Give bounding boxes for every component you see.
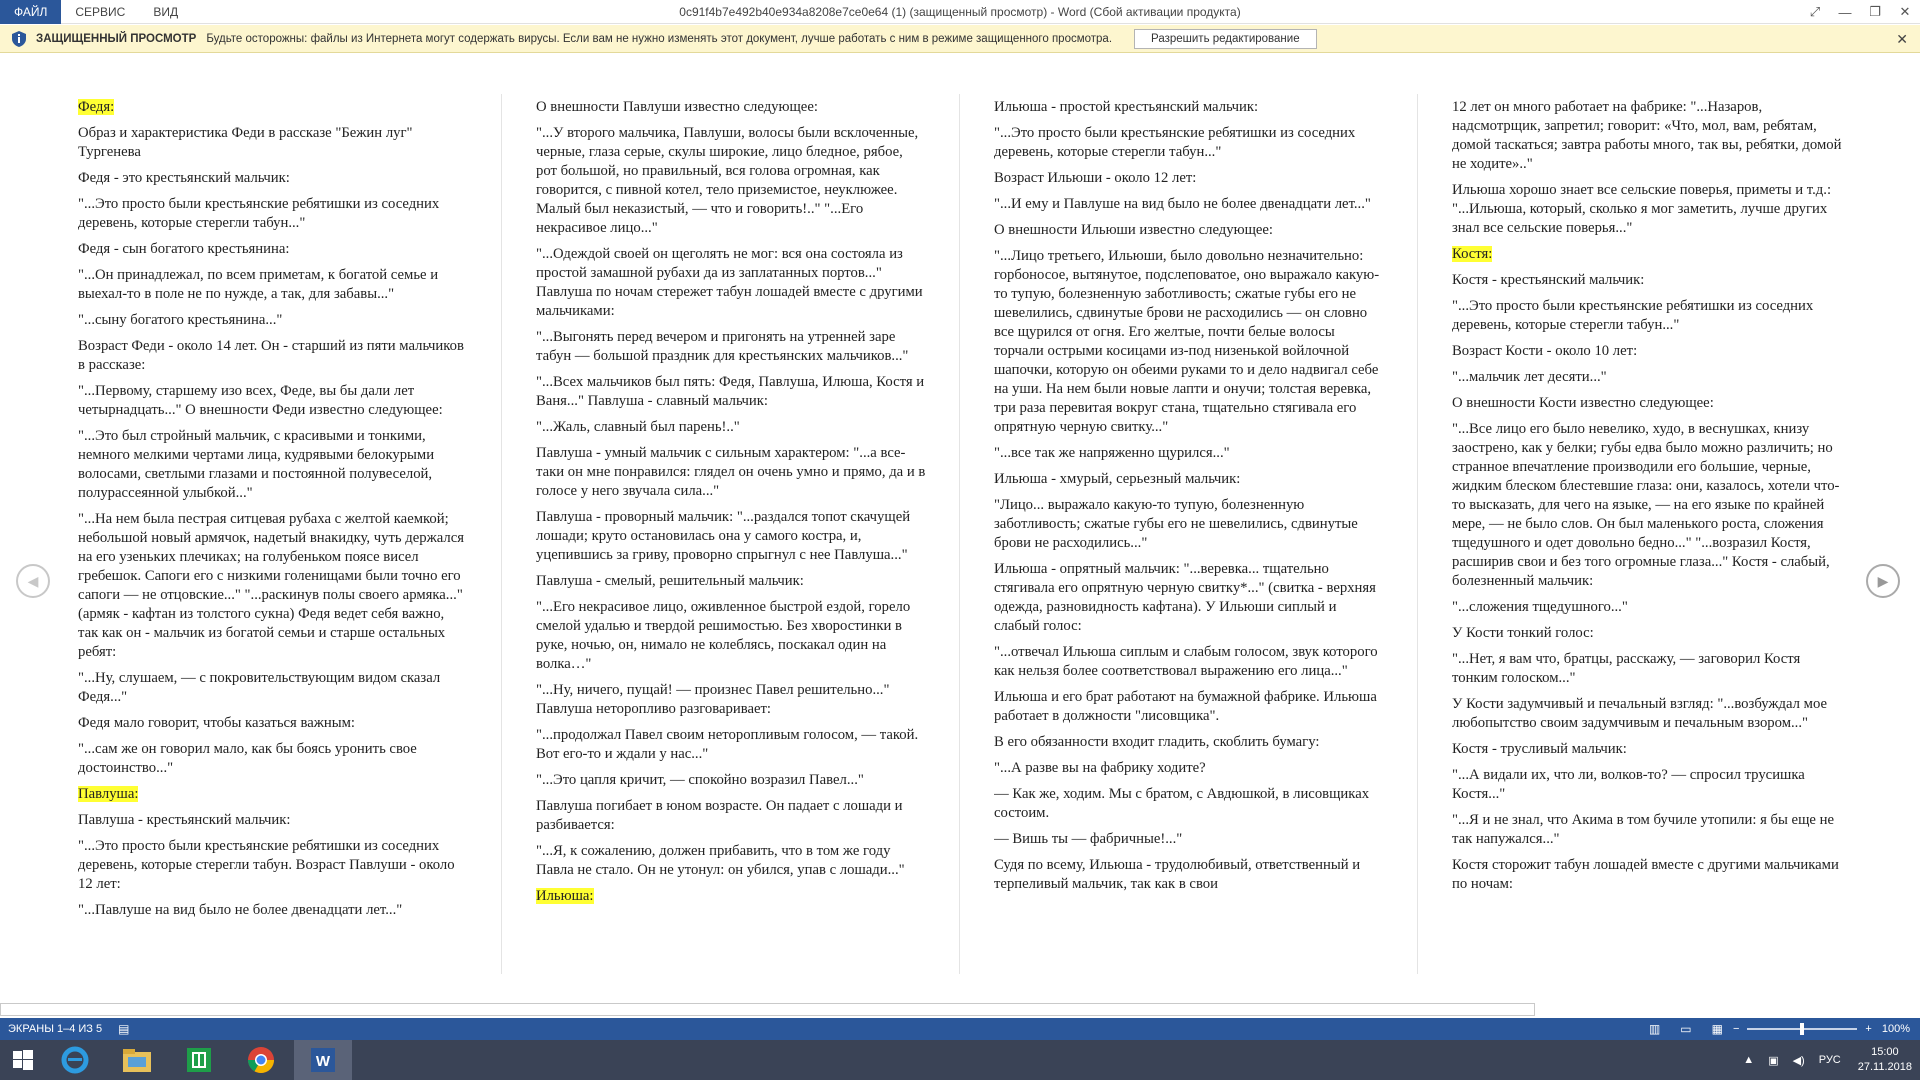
close-bar-icon[interactable]: ✕ bbox=[1896, 31, 1908, 47]
tray-expand-icon[interactable]: ▲ bbox=[1743, 1054, 1755, 1066]
protected-view-message: Будьте осторожны: файлы из Интернета могут содержать вирусы. Если вам не нужно изменять этот документ, лучше работать с ним в режиме защищенного просмотра. bbox=[206, 32, 1113, 45]
clock-date: 27.11.2018 bbox=[1857, 1061, 1912, 1073]
document-stats-icon[interactable]: ▤ bbox=[118, 1022, 130, 1036]
paragraph: Ильюша хорошо знает все сельские поверья, приметы и т.д.: "...Ильюша, который, сколько я мог заметить, лучше других знал все сельские поверья..." bbox=[1452, 182, 1832, 236]
clock[interactable] bbox=[1858, 1045, 1912, 1075]
paragraph: "...Я и не знал, что Акима в том бучиле утопили: я бы еще не так напужался..." bbox=[1452, 812, 1834, 847]
tab-file[interactable]: ФАЙЛ bbox=[0, 0, 61, 24]
paragraph: У Кости тонкий голос: bbox=[1452, 625, 1594, 641]
paragraph: "...Жаль, славный был парень!.." bbox=[536, 419, 740, 435]
highlighted-heading: Федя: bbox=[78, 99, 115, 115]
window-title: 0c91f4b7e492b40e934a8208e7ce0e64 (1) (защищенный просмотр) - Word (Сбой активации продукта) bbox=[679, 4, 1241, 19]
column-divider bbox=[959, 94, 960, 974]
highlighted-heading: Павлуша: bbox=[78, 786, 139, 802]
network-icon[interactable]: ▣ bbox=[1768, 1054, 1779, 1067]
next-screen-icon[interactable]: ▶ bbox=[1866, 564, 1900, 598]
paragraph: "...Одеждой своей он щеголять не мог: вся она состояла из простой замашной рубахи да из заплатанных портов..." Павлуша по ночам стережет табун лошадей вместе с другими мальчиками: bbox=[536, 246, 923, 319]
paragraph: Ильюша - простой крестьянский мальчик: bbox=[994, 99, 1259, 115]
paragraph: Павлуша - умный мальчик с сильным характером: "...а все-таки он мне понравился: глядел он очень умно и прямо, да и в голосе у него звучала сила..." bbox=[536, 445, 926, 499]
paragraph: "...Он принадлежал, по всем приметам, к богатой семье и выехал-то в поле не по нужде, а так, для забавы..." bbox=[78, 267, 439, 302]
paragraph: В его обязанности входит гладить, скоблить бумагу: bbox=[994, 734, 1320, 750]
paragraph bbox=[78, 98, 468, 117]
paragraph bbox=[1452, 245, 1842, 264]
paragraph: "...сам же он говорил мало, как бы боясь уронить свое достоинство..." bbox=[78, 741, 417, 776]
clock-time: 15:00 bbox=[1871, 1046, 1899, 1058]
paragraph: Павлуша погибает в юном возрасте. Он падает с лошади и разбивается: bbox=[536, 798, 903, 833]
restore-icon[interactable]: ❐ bbox=[1869, 4, 1881, 19]
tab-service[interactable]: СЕРВИС bbox=[75, 4, 126, 19]
protected-view-bar bbox=[0, 25, 1920, 53]
paragraph: Ильюша - хмурый, серьезный мальчик: bbox=[994, 471, 1241, 487]
internet-explorer-icon[interactable] bbox=[46, 1040, 104, 1080]
paragraph: "...И ему и Павлуше на вид было не более двенадцати лет..." bbox=[994, 196, 1371, 212]
paragraph: Федя - это крестьянский мальчик: bbox=[78, 170, 290, 186]
prev-screen-icon[interactable]: ◀ bbox=[16, 564, 50, 598]
status-bar bbox=[0, 1018, 1920, 1040]
paragraph: "...Я, к сожалению, должен прибавить, что в том же году Павла не стало. Он не утонул: он убился, упав с лошади..." bbox=[536, 843, 905, 878]
paragraph: Ильюша - опрятный мальчик: "...веревка... тщательно стягивала его опрятную черную свитку*..." (свитка - верхняя одежда, разновидность кафтана). У Ильюши сиплый и слабый голос: bbox=[994, 561, 1376, 634]
spreadsheet-app-icon[interactable] bbox=[170, 1040, 228, 1080]
text-column-4 bbox=[1452, 98, 1842, 978]
paragraph bbox=[78, 785, 468, 804]
paragraph: "...Лицо третьего, Ильюши, было довольно незначительно: горбоносое, вытянутое, подслеповатое, оно выражало какую-то тупую, болезненную заботливость; сжатые губы его не шевелились, сдвинутые брови не расходились — он словно все щурился от огня. Его желтые, почти белые волосы торчали острыми косицами из-под низенькой войлочной шапочки, которую он обеими руками то и дело надвигал себе на уши. На нем были новые лапти и онучи; толстая веревка, три раза перевитая вокруг стана, тщательно стягивала его опрятную черную свитку..." bbox=[994, 248, 1380, 435]
paragraph: "...Павлуше на вид было не более двенадцати лет..." bbox=[78, 902, 403, 918]
paragraph: О внешности Ильюши известно следующее: bbox=[994, 222, 1273, 238]
title-bar bbox=[0, 0, 1920, 24]
fullscreen-icon[interactable]: ⤢ bbox=[1809, 4, 1821, 19]
zoom-slider[interactable] bbox=[1747, 1028, 1857, 1030]
paragraph: Павлуша - смелый, решительный мальчик: bbox=[536, 573, 804, 589]
paragraph: Ильюша и его брат работают на бумажной фабрике. Ильюша работает в должности "лисовщика". bbox=[994, 689, 1377, 724]
paragraph: Федя мало говорит, чтобы казаться важным: bbox=[78, 715, 355, 731]
windows-start-icon[interactable] bbox=[0, 1040, 46, 1080]
file-explorer-icon[interactable] bbox=[108, 1040, 166, 1080]
paragraph: "...Нет, я вам что, братцы, расскажу, — заговорил Костя тонким голоском..." bbox=[1452, 651, 1801, 686]
paragraph: "...сыну богатого крестьянина..." bbox=[78, 312, 283, 328]
enable-editing-button[interactable]: Разрешить редактирование bbox=[1134, 29, 1317, 49]
paragraph: "...Это был стройный мальчик, с красивыми и тонкими, немного мелкими чертами лица, кудрявыми белокурыми волосами, светлыми глазами и постоянной полувеселой, полурассеянной улыбкой..." bbox=[78, 428, 435, 501]
print-layout-icon[interactable]: ▭ bbox=[1680, 1022, 1692, 1036]
paragraph: 12 лет он много работает на фабрике: "...Назаров, надсмотрщик, запретил; говорит: «Что, мол, вам, ребятам, домой таскаться; завтра работы много, так вы, ребятки, домой не ходите».." bbox=[1452, 99, 1842, 172]
zoom-slider-thumb[interactable] bbox=[1800, 1023, 1804, 1035]
taskbar bbox=[0, 1040, 1920, 1080]
paragraph: Костя - трусливый мальчик: bbox=[1452, 741, 1627, 757]
paragraph: "...Ну, слушаем, — с покровительствующим видом сказал Федя..." bbox=[78, 670, 441, 705]
close-icon[interactable]: ✕ bbox=[1899, 4, 1911, 19]
paragraph: Возраст Кости - около 10 лет: bbox=[1452, 343, 1638, 359]
protected-view-label: ЗАЩИЩЕННЫЙ ПРОСМОТР bbox=[36, 32, 197, 45]
system-tray bbox=[1736, 1040, 1912, 1080]
paragraph: "...Это просто были крестьянские ребятишки из соседних деревень, которые стерегли табун..." bbox=[78, 196, 440, 231]
word-icon[interactable] bbox=[294, 1040, 352, 1080]
paragraph: Образ и характеристика Феди в рассказе "Бежин луг" Тургенева bbox=[78, 125, 413, 160]
paragraph: "...сложения тщедушного..." bbox=[1452, 599, 1628, 615]
paragraph: "...Всех мальчиков был пять: Федя, Павлуша, Илюша, Костя и Ваня..." Павлуша - славный мальчик: bbox=[536, 374, 925, 409]
paragraph: О внешности Кости известно следующее: bbox=[1452, 395, 1714, 411]
column-divider bbox=[501, 94, 502, 974]
tab-view[interactable]: ВИД bbox=[153, 4, 179, 19]
paragraph: "...Первому, старшему изо всех, Феде, вы бы дали лет четырнадцать..." О внешности Феди известно следующее: bbox=[78, 383, 443, 418]
svg-text:W: W bbox=[315, 1053, 331, 1070]
paragraph: У Кости задумчивый и печальный взгляд: "...возбуждал мое любопытство своим задумчивым и печальным взором..." bbox=[1452, 696, 1827, 731]
zoom-out-icon[interactable]: − bbox=[1732, 1023, 1740, 1035]
paragraph: Павлуша - крестьянский мальчик: bbox=[78, 812, 291, 828]
paragraph: Костя - крестьянский мальчик: bbox=[1452, 272, 1645, 288]
paragraph: "...Это просто были крестьянские ребятишки из соседних деревень, которые стерегли табун. Возраст Павлуши - около 12 лет: bbox=[78, 838, 455, 892]
chrome-icon[interactable] bbox=[232, 1040, 290, 1080]
paragraph: "...Выгонять перед вечером и пригонять на утренней заре табун — большой праздник для крестьянских мальчиков..." bbox=[536, 329, 909, 364]
highlighted-heading: Костя: bbox=[1452, 246, 1493, 262]
paragraph: "...все так же напряженно щурился..." bbox=[994, 445, 1230, 461]
text-column-3 bbox=[994, 98, 1384, 978]
paragraph: — Вишь ты — фабричные!..." bbox=[994, 831, 1183, 847]
paragraph: "...Это цапля кричит, — спокойно возразил Павел..." bbox=[536, 772, 864, 788]
paragraph: "...А разве вы на фабрику ходите? bbox=[994, 760, 1206, 776]
page-counter: ЭКРАНЫ 1–4 ИЗ 5 bbox=[8, 1023, 103, 1035]
text-column-2 bbox=[536, 98, 926, 978]
paragraph: — Как же, ходим. Мы с братом, с Авдюшкой, в лисовщиках состоим. bbox=[994, 786, 1370, 821]
paragraph: Возраст Феди - около 14 лет. Он - старший из пяти мальчиков в рассказе: bbox=[78, 338, 464, 373]
column-divider bbox=[1417, 94, 1418, 974]
paragraph: О внешности Павлуши известно следующее: bbox=[536, 99, 818, 115]
zoom-level[interactable]: 100% bbox=[1881, 1023, 1910, 1035]
paragraph: "...Это просто были крестьянские ребятишки из соседних деревень, которые стерегли табун..." bbox=[994, 125, 1356, 160]
paragraph bbox=[536, 887, 926, 906]
paragraph: Судя по всему, Ильюша - трудолюбивый, ответственный и терпеливый мальчик, так как в свои bbox=[994, 857, 1361, 892]
text-column-1 bbox=[78, 98, 468, 978]
paragraph: "...А видали их, что ли, волков-то? — спросил трусишка Костя..." bbox=[1452, 767, 1805, 802]
paragraph: "...мальчик лет десяти..." bbox=[1452, 369, 1607, 385]
read-mode-icon[interactable]: ▥ bbox=[1648, 1022, 1661, 1036]
paragraph: "...Его некрасивое лицо, оживленное быстрой ездой, горело смелой удалью и твердой решимостью. Без хворостинки в руке, ночью, он, нимало не колеблясь, поскакал один на волка…" bbox=[536, 599, 911, 672]
paragraph: "...На нем была пестрая ситцевая рубаха с желтой каемкой; небольшой новый армячок, надетый внакидку, чуть держался на его узеньких плечиках; на голубеньком поясе висел гребешок. Сапоги его с низкими голенищами были точно его сапоги — не отцовские..." "...раскинув полы своего армяка..." (армяк - кафтан из толстого сукна) Федя ведет себя важно, так как он - мальчик из богатой семьи и старше остальных ребят: bbox=[78, 511, 465, 660]
paragraph: Федя - сын богатого крестьянина: bbox=[78, 241, 290, 257]
zoom-in-icon[interactable]: + bbox=[1865, 1023, 1872, 1035]
horizontal-scrollbar[interactable] bbox=[0, 1003, 1535, 1016]
paragraph: "...Все лицо его было невелико, худо, в веснушках, книзу заострено, как у белки; губы едва было можно различить; но странное впечатление производили его большие, черные, жидким блеском блестевшие глаза: они, казалось, хотели что-то высказать, для чего на языке, — на его языке по крайней мере, — не было слов. Он был маленького роста, сложения тщедушного и одет довольно бедно..." "...возразил Костя, расширив свои и без того огромные глаза..." Костя - слабый, болезненный мальчик: bbox=[1452, 421, 1840, 589]
highlighted-heading: Ильюша: bbox=[536, 888, 594, 904]
web-layout-icon[interactable]: ▦ bbox=[1711, 1022, 1723, 1036]
paragraph: "...У второго мальчика, Павлуши, волосы были всклоченные, черные, глаза серые, скулы широкие, лицо бледное, рябое, рот большой, но правильный, вся голова огромная, как говорится, с пивной котел, тело приземистое, неуклюжее. Малый был неказистый, — что и говорить!.." "...Его некрасивое лицо..." bbox=[536, 125, 919, 236]
paragraph: "...продолжал Павел своим неторопливым голосом, — такой. Вот его-то и ждали у нас..." bbox=[536, 727, 919, 762]
language-indicator[interactable]: РУС bbox=[1818, 1054, 1841, 1066]
paragraph: Возраст Ильюши - около 12 лет: bbox=[994, 170, 1197, 186]
paragraph: "Лицо... выражало какую-то тупую, болезненную заботливость; сжатые губы его не шевелились, сдвинутые брови не расходились..." bbox=[994, 497, 1358, 551]
paragraph: "...отвечал Ильюша сиплым и слабым голосом, звук которого как нельзя более соответствовал выражению его лица..." bbox=[994, 644, 1378, 679]
minimize-icon[interactable]: — bbox=[1838, 4, 1852, 20]
volume-icon[interactable]: ◀) bbox=[1792, 1054, 1805, 1067]
shield-info-icon bbox=[10, 30, 28, 48]
paragraph: "...Это просто были крестьянские ребятишки из соседних деревень, которые стерегли табун..." bbox=[1452, 298, 1814, 333]
reading-area bbox=[0, 54, 1920, 1000]
paragraph: "...Ну, ничего, пущай! — произнес Павел решительно..." Павлуша неторопливо разговаривает: bbox=[536, 682, 890, 717]
paragraph: Павлуша - проворный мальчик: "...раздался топот скачущей лошади; круто остановилась она у самого костра, и, уцепившись за гриву, проворно спрыгнул с нее Павлуша..." bbox=[536, 509, 911, 563]
paragraph: Костя сторожит табун лошадей вместе с другими мальчиками по ночам: bbox=[1452, 857, 1839, 892]
